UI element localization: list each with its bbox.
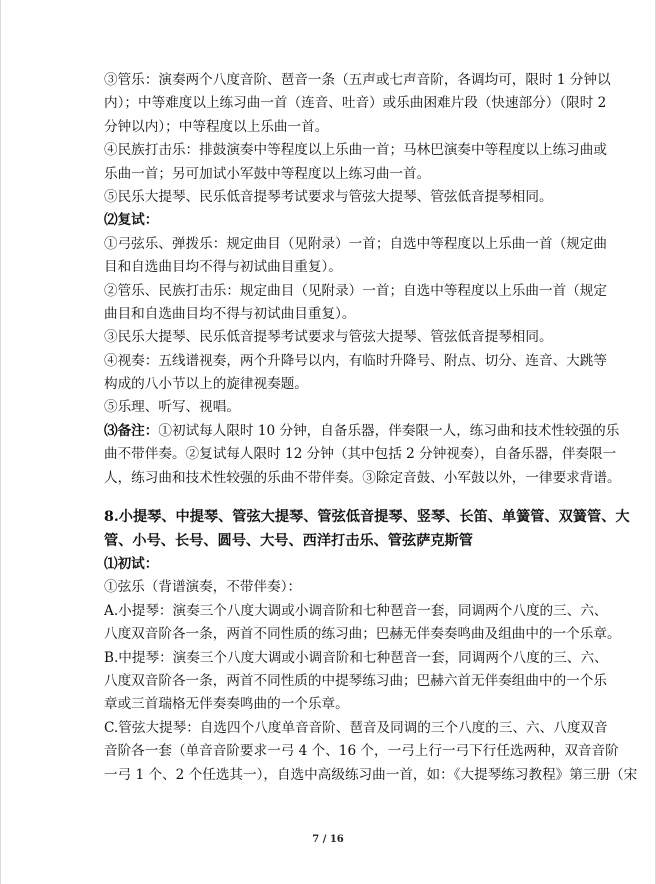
section-heading-retest: ⑵复试： xyxy=(104,212,159,229)
section-heading-instruments: 8.小提琴、中提琴、管弦大提琴、管弦低音提琴、竖琴、长笛、单簧管、双簧管、大 xyxy=(104,509,630,526)
text-line: 音阶各一套（单音音阶要求一弓 4 个、16 个，一弓上行一弓下行任选两种，双音音阶 xyxy=(104,743,619,760)
page-number: 7 / 16 xyxy=(312,834,344,845)
text-line: 人，练习曲和技术性较强的乐曲不带伴奏。③除定音鼓、小军鼓以外，一律要求背谱。 xyxy=(104,469,621,486)
section-heading-initial-test: ⑴初试： xyxy=(104,556,159,573)
text-line: C.管弦大提琴：自选四个八度单音音阶、琶音及同调的三个八度的三、六、八度双音 xyxy=(104,719,608,736)
text-line: 内）；中等难度以上练习曲一首（连音、吐音）或乐曲困难片段（快速部分）（限时 2 xyxy=(104,95,607,112)
text-line: 目和自选曲目均不得与初试曲目重复）。 xyxy=(104,259,342,276)
text-line: 构成的八小节以上的旋律视奏题。 xyxy=(104,376,308,393)
text-line: ①弦乐（背谱演奏，不带伴奏）： xyxy=(104,579,302,596)
text-line: 章或三首瑞格无伴奏奏鸣曲的一个乐章。 xyxy=(104,696,349,713)
document-body xyxy=(104,69,638,787)
text-line: ②管乐、民族打击乐：规定曲目（见附录）一首；自选中等程度以上乐曲一首（规定 xyxy=(104,282,607,299)
text-line: 八度双音阶各一条，两首不同性质的中提琴练习曲；巴赫六首无伴奏组曲中的一个乐 xyxy=(104,672,607,689)
text-line: ⑤民乐大提琴、民乐低音提琴考试要求与管弦大提琴、管弦低音提琴相同。 xyxy=(104,188,553,205)
text-line: ③管乐：演奏两个八度音阶、琶音一条（五声或七声音阶，各调均可，限时 1 分钟以 xyxy=(104,72,611,88)
remarks-text: ①初试每人限时 10 分钟，自备乐器，伴奏限一人，练习曲和技术性较强的乐 xyxy=(158,422,620,439)
text-line: 分钟以内）；中等程度以上乐曲一首。 xyxy=(104,118,329,135)
text-line: ④视奏：五线谱视奏，两个升降号以内，有临时升降号、附点、切分、连音、大跳等 xyxy=(104,352,607,369)
remarks-label: ⑶备注： xyxy=(104,422,159,439)
text-line: B.中提琴：演奏三个八度大调或小调音阶和七种琶音一套，同调两个八度的三、六、 xyxy=(104,649,608,666)
text-line: ①弓弦乐、弹拨乐：规定曲目（见附录）一首；自选中等程度以上乐曲一首（规定曲 xyxy=(104,235,607,252)
text-line: 八度双音阶各一条，两首不同性质的练习曲；巴赫无伴奏奏鸣曲及组曲中的一个乐章。 xyxy=(104,626,621,643)
text-line: 曲不带伴奏。②复试每人限时 12 分钟（其中包括 2 分钟视奏），自备乐器，伴奏限一 xyxy=(104,446,617,463)
remarks-line xyxy=(104,420,620,443)
text-line: ③民乐大提琴、民乐低音提琴考试要求与管弦大提琴、管弦低音提琴相同。 xyxy=(104,329,553,346)
text-line: A.小提琴：演奏三个八度大调或小调音阶和七种琶音一套，同调两个八度的三、六、 xyxy=(104,602,608,619)
paragraph-gap xyxy=(104,490,562,505)
text-line: 曲目和自选曲目均不得与初试曲目重复）。 xyxy=(104,305,356,322)
section-heading-instruments-cont: 管、小号、长号、圆号、大号、西洋打击乐、管弦萨克斯管 xyxy=(104,533,473,550)
text-line: 一弓 1 个、2 个任选其一），自选中高级练习曲一首，如：《大提琴练习教程》第三册（宋 xyxy=(104,766,638,783)
text-line: ④民族打击乐：排鼓演奏中等程度以上乐曲一首；马林巴演奏中等程度以上练习曲或 xyxy=(104,142,607,159)
text-line: 乐曲一首；另可加试小军鼓中等程度以上练习曲一首。 xyxy=(104,165,431,182)
text-line: ⑤乐理、听写、视唱。 xyxy=(104,399,240,416)
